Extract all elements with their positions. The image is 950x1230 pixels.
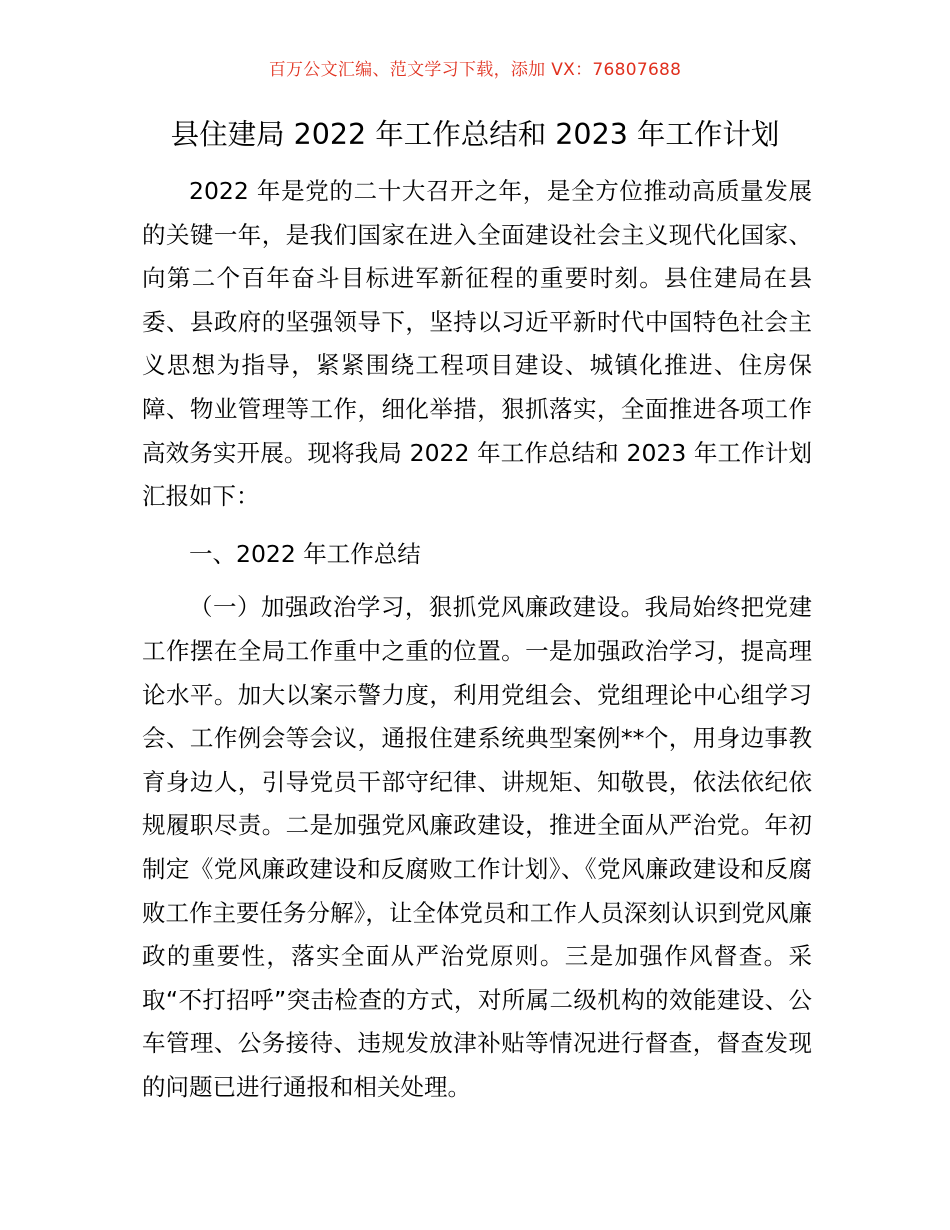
- document-title: 县住建局 2022 年工作总结和 2023 年工作计划: [170, 118, 780, 151]
- document-body: [142, 170, 812, 1109]
- subsection-paragraph: （一）加强政治学习，狠抓党风廉政建设。我局始终把党建工作摆在全局工作重中之重的位置。一是加强政治学习，提高理论水平。加大以案示警力度，利用党组会、党组理论中心组学习会、工作例会等会议，通报住建系统典型案例**个，用身边事教育身边人，引导党员干部守纪律、讲规矩、知敬畏，依法依纪依规履职尽责。二是加强党风廉政建设，推进全面从严治党。年初制定《党风廉政建设和反腐败工作计划》、《党风廉政建设和反腐败工作主要任务分解》，让全体党员和工作人员深刻认识到党风廉政的重要性，落实全面从严治党原则。三是加强作风督查。采取“不打招呼”突击检查的方式，对所属二级机构的效能建设、公车管理、公务接待、违规发放津补贴等情况进行督查，督查发现的问题已进行通报和相关处理。: [142, 593, 812, 1101]
- section-heading: 一、2022 年工作总结: [189, 539, 421, 568]
- intro-paragraph: 2022 年是党的二十大召开之年，是全方位推动高质量发展的关键一年，是我们国家在进入全面建设社会主义现代化国家、向第二个百年奋斗目标进军新征程的重要时刻。县住建局在县委、县政府的坚强领导下，坚持以习近平新时代中国特色社会主义思想为指导，紧紧围绕工程项目建设、城镇化推进、住房保障、物业管理等工作，细化举措，狠抓落实，全面推进各项工作高效务实开展。现将我局 2022 年工作总结和 2023 年工作计划汇报如下：: [142, 177, 812, 511]
- promo-header-text: 百万公文汇编、范文学习下载，添加 VX：76807688: [268, 60, 682, 80]
